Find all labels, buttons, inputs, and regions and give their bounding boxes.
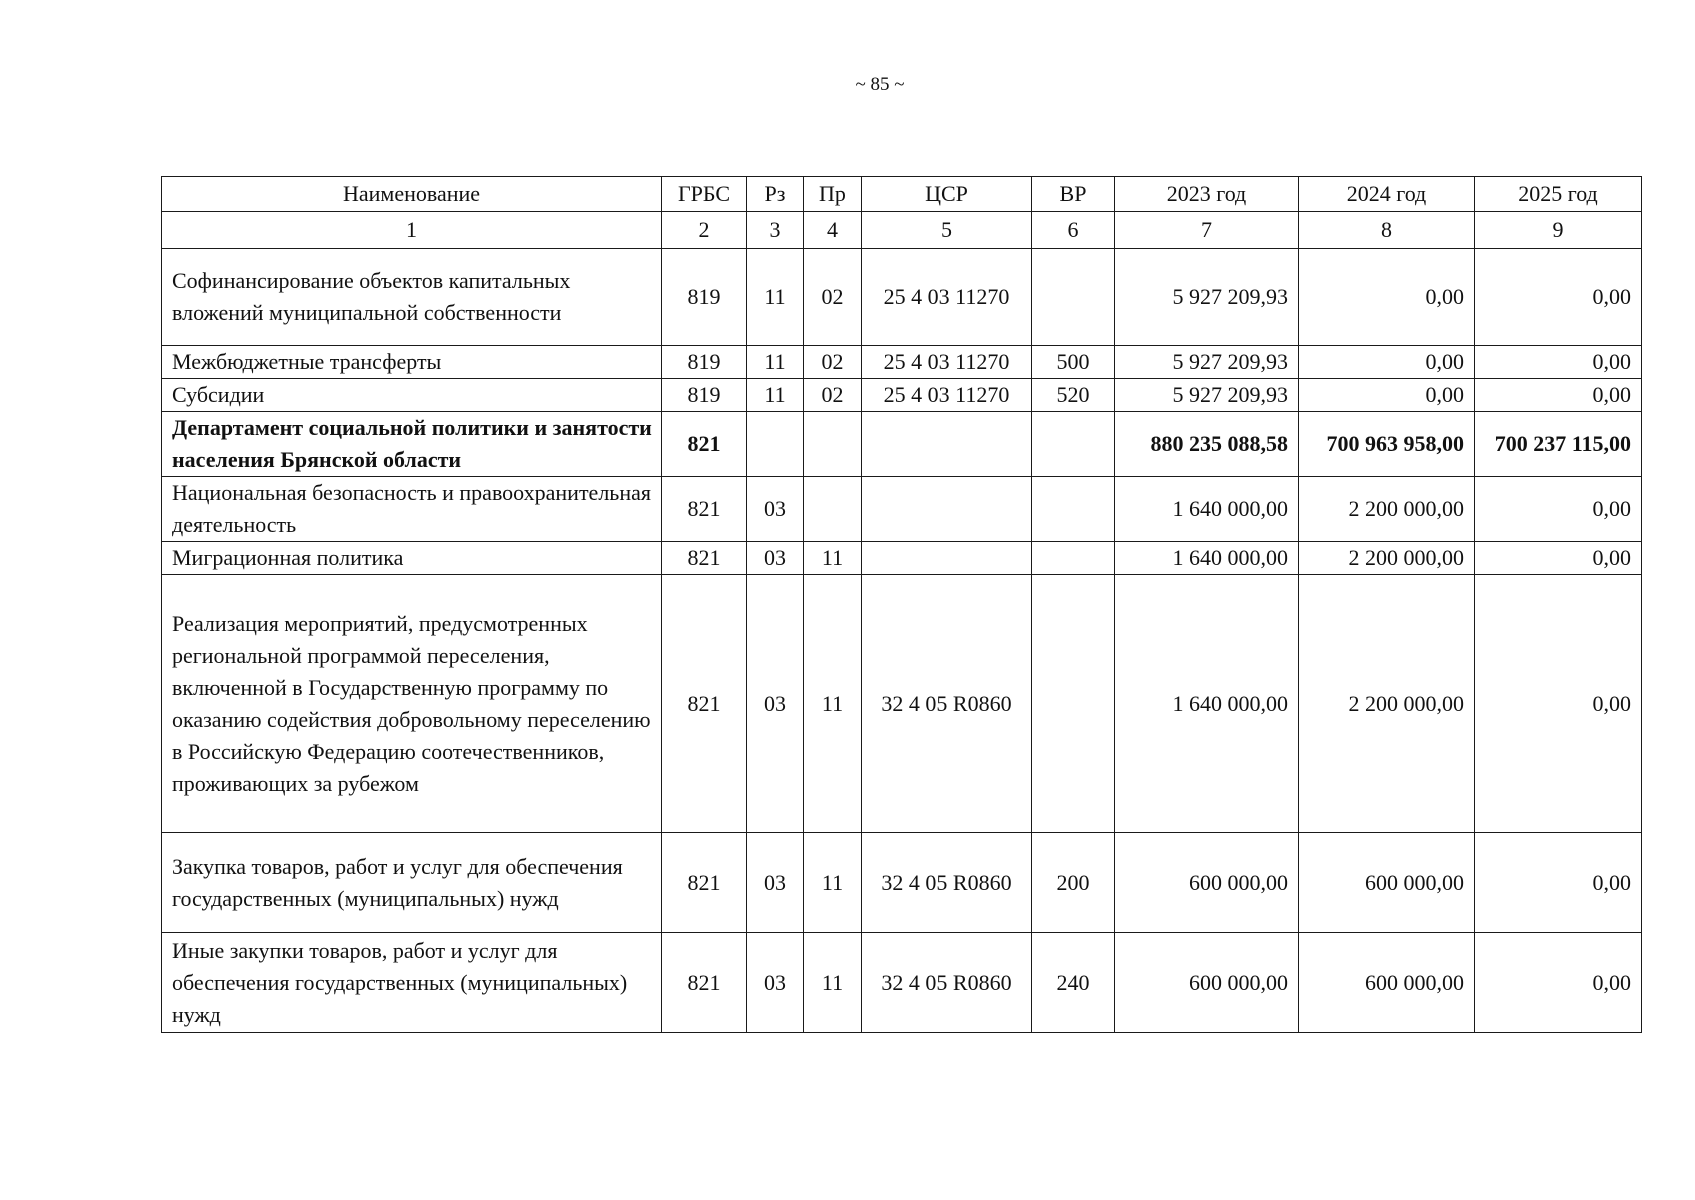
column-number: 3 [747, 212, 804, 249]
row-2024: 2 200 000,00 [1299, 477, 1475, 542]
row-csr: 25 4 03 11270 [862, 346, 1032, 379]
column-number: 8 [1299, 212, 1475, 249]
row-2023: 1 640 000,00 [1115, 477, 1299, 542]
header-row [162, 177, 1642, 212]
row-rz: 03 [747, 477, 804, 542]
row-2024: 600 000,00 [1299, 933, 1475, 1033]
row-grbs: 821 [662, 833, 747, 933]
row-2025: 700 237 115,00 [1475, 412, 1642, 477]
row-2024: 0,00 [1299, 249, 1475, 346]
row-name: Софинансирование объектов капитальных вложений муниципальной собственности [162, 249, 662, 346]
row-2024: 600 000,00 [1299, 833, 1475, 933]
row-2024: 2 200 000,00 [1299, 542, 1475, 575]
table-row [162, 346, 1642, 379]
table-row [162, 933, 1642, 1033]
budget-table [161, 176, 1642, 1033]
row-pr [804, 412, 862, 477]
row-rz [747, 412, 804, 477]
row-csr: 32 4 05 R0860 [862, 933, 1032, 1033]
column-number: 1 [162, 212, 662, 249]
row-2024: 0,00 [1299, 346, 1475, 379]
row-grbs: 821 [662, 575, 747, 833]
row-grbs: 821 [662, 412, 747, 477]
column-number: 5 [862, 212, 1032, 249]
row-rz: 11 [747, 249, 804, 346]
row-2023: 880 235 088,58 [1115, 412, 1299, 477]
row-2023: 5 927 209,93 [1115, 346, 1299, 379]
row-name: Департамент социальной политики и занятости населения Брянской области [162, 412, 662, 477]
row-vr [1032, 412, 1115, 477]
row-2023: 5 927 209,93 [1115, 249, 1299, 346]
page-number: ~ 85 ~ [855, 74, 905, 95]
column-number: 6 [1032, 212, 1115, 249]
row-pr: 11 [804, 933, 862, 1033]
header-name: Наименование [162, 177, 662, 212]
row-csr: 32 4 05 R0860 [862, 575, 1032, 833]
row-2024: 700 963 958,00 [1299, 412, 1475, 477]
row-name: Иные закупки товаров, работ и услуг для обеспечения государственных (муниципальных) нужд [162, 933, 662, 1033]
table-row [162, 379, 1642, 412]
row-rz: 11 [747, 346, 804, 379]
header-vr: ВР [1032, 177, 1115, 212]
row-csr: 32 4 05 R0860 [862, 833, 1032, 933]
row-csr [862, 477, 1032, 542]
row-2023: 1 640 000,00 [1115, 542, 1299, 575]
row-grbs: 821 [662, 477, 747, 542]
column-number: 9 [1475, 212, 1642, 249]
row-rz: 03 [747, 933, 804, 1033]
table-row-department [162, 412, 1642, 477]
row-pr: 02 [804, 249, 862, 346]
header-2025: 2025 год [1475, 177, 1642, 212]
row-csr: 25 4 03 11270 [862, 249, 1032, 346]
row-2023: 600 000,00 [1115, 933, 1299, 1033]
row-2023: 600 000,00 [1115, 833, 1299, 933]
row-csr: 25 4 03 11270 [862, 379, 1032, 412]
row-rz: 11 [747, 379, 804, 412]
row-rz: 03 [747, 575, 804, 833]
row-grbs: 819 [662, 379, 747, 412]
row-2025: 0,00 [1475, 249, 1642, 346]
row-2025: 0,00 [1475, 346, 1642, 379]
row-vr [1032, 575, 1115, 833]
table-row [162, 833, 1642, 933]
row-grbs: 821 [662, 542, 747, 575]
row-2025: 0,00 [1475, 933, 1642, 1033]
row-2025: 0,00 [1475, 477, 1642, 542]
column-number-row [162, 212, 1642, 249]
table-row [162, 542, 1642, 575]
column-number: 4 [804, 212, 862, 249]
table-row [162, 477, 1642, 542]
row-pr: 11 [804, 542, 862, 575]
row-2024: 2 200 000,00 [1299, 575, 1475, 833]
row-grbs: 819 [662, 346, 747, 379]
row-name: Межбюджетные трансферты [162, 346, 662, 379]
header-2024: 2024 год [1299, 177, 1475, 212]
row-2023: 5 927 209,93 [1115, 379, 1299, 412]
row-vr: 500 [1032, 346, 1115, 379]
row-2025: 0,00 [1475, 542, 1642, 575]
header-2023: 2023 год [1115, 177, 1299, 212]
row-name: Реализация мероприятий, предусмотренных региональной программой переселения, включенной в Государственную программу по оказанию содействия добровольному переселению в Российскую Федерацию соотечественников, проживающих за рубежом [162, 575, 662, 833]
row-grbs: 821 [662, 933, 747, 1033]
row-csr [862, 412, 1032, 477]
row-name: Миграционная политика [162, 542, 662, 575]
row-pr: 11 [804, 575, 862, 833]
row-name: Национальная безопасность и правоохранительная деятельность [162, 477, 662, 542]
row-vr [1032, 249, 1115, 346]
row-grbs: 819 [662, 249, 747, 346]
row-vr: 200 [1032, 833, 1115, 933]
row-csr [862, 542, 1032, 575]
header-csr: ЦСР [862, 177, 1032, 212]
row-name: Закупка товаров, работ и услуг для обеспечения государственных (муниципальных) нужд [162, 833, 662, 933]
row-vr [1032, 542, 1115, 575]
header-rz: Рз [747, 177, 804, 212]
table-row [162, 249, 1642, 346]
row-name: Субсидии [162, 379, 662, 412]
row-2025: 0,00 [1475, 575, 1642, 833]
header-pr: Пр [804, 177, 862, 212]
row-pr [804, 477, 862, 542]
row-2023: 1 640 000,00 [1115, 575, 1299, 833]
row-vr: 520 [1032, 379, 1115, 412]
row-pr: 02 [804, 346, 862, 379]
row-rz: 03 [747, 542, 804, 575]
row-pr: 02 [804, 379, 862, 412]
row-rz: 03 [747, 833, 804, 933]
table-body [162, 249, 1642, 1033]
row-vr [1032, 477, 1115, 542]
column-number: 2 [662, 212, 747, 249]
table-row [162, 575, 1642, 833]
row-pr: 11 [804, 833, 862, 933]
header-grbs: ГРБС [662, 177, 747, 212]
row-2025: 0,00 [1475, 379, 1642, 412]
row-vr: 240 [1032, 933, 1115, 1033]
budget-table-container [161, 176, 1641, 1033]
column-number: 7 [1115, 212, 1299, 249]
row-2024: 0,00 [1299, 379, 1475, 412]
row-2025: 0,00 [1475, 833, 1642, 933]
